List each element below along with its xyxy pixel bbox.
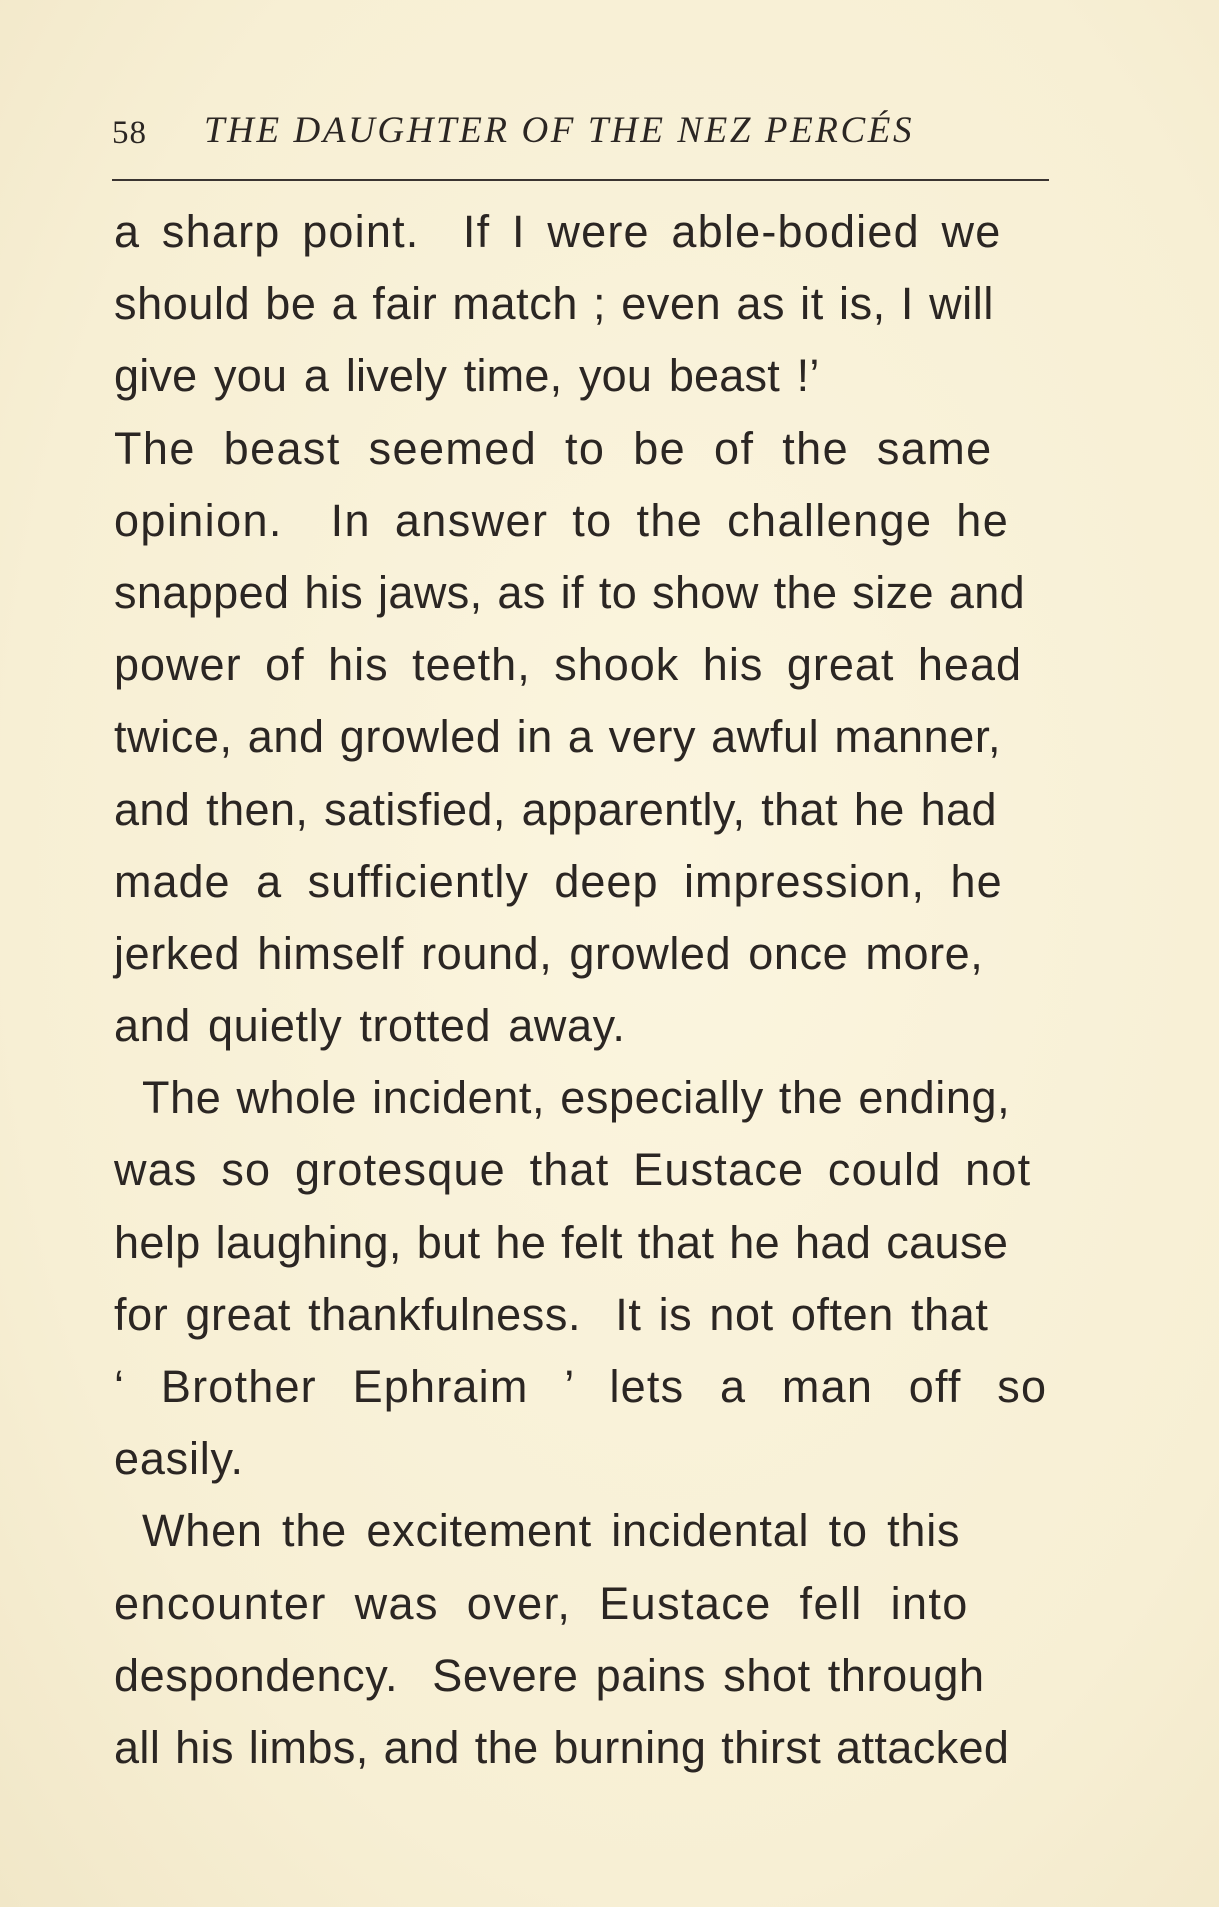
- text-line: power of his teeth, shook his great head: [114, 639, 1023, 691]
- text-line: give you a lively time, you beast !’: [114, 350, 820, 402]
- text-line: help laughing, but he felt that he had cause: [114, 1216, 1009, 1268]
- text-line: The whole incident, especially the ending,: [142, 1072, 1011, 1124]
- text-line: When the excitement incidental to this: [142, 1505, 961, 1557]
- text-line: despondency. Severe pains shot through: [114, 1649, 985, 1701]
- text-line: all his limbs, and the burning thirst attacked: [114, 1721, 1010, 1773]
- text-line: encounter was over, Eustace fell into: [114, 1577, 969, 1629]
- running-head: [112, 106, 1052, 156]
- header-rule: [112, 179, 1049, 181]
- text-line: was so grotesque that Eustace could not: [114, 1144, 1032, 1196]
- text-line: twice, and growled in a very awful manner,: [114, 711, 1002, 763]
- text-line: easily.: [114, 1433, 244, 1485]
- text-line: should be a fair match ; even as it is, I will: [114, 278, 994, 330]
- page-number: 58: [112, 115, 147, 151]
- running-title: THE DAUGHTER OF THE NEZ PERCÉS: [204, 110, 915, 151]
- body-text: [114, 196, 1094, 1784]
- text-line: for great thankfulness. It is not often that: [114, 1288, 989, 1340]
- text-line: made a sufficiently deep impression, he: [114, 855, 1003, 907]
- text-line: opinion. In answer to the challenge he: [114, 494, 1010, 546]
- text-line: a sharp point. If I were able-bodied we: [114, 206, 1002, 257]
- text-line: The beast seemed to be of the same: [114, 422, 993, 474]
- text-line: jerked himself round, growled once more,: [114, 927, 984, 979]
- text-line: ‘ Brother Ephraim ’ lets a man off so: [114, 1361, 1048, 1412]
- text-line: and then, satisfied, apparently, that he had: [114, 783, 997, 835]
- text-line: snapped his jaws, as if to show the size and: [114, 566, 1026, 618]
- text-line: and quietly trotted away.: [114, 1000, 626, 1052]
